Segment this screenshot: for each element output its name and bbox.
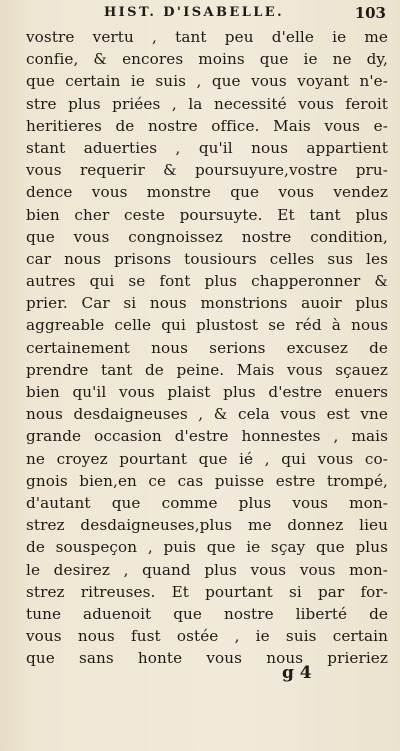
text-line: prier. Car si nous monstrions auoir plus — [26, 294, 388, 313]
running-title: HIST. D'ISABELLE. — [104, 5, 285, 20]
text-line: gnois bien,en ce cas puisse estre trompé, — [26, 471, 388, 490]
page-number: 103 — [354, 4, 386, 22]
signature-mark: g 4 — [282, 663, 312, 683]
text-line: que sans honte vous nous prieriez — [26, 649, 388, 668]
text-line: certainement nous serions excusez de — [26, 338, 388, 357]
text-line: grande occasion d'estre honnestes , mais — [26, 427, 388, 446]
text-line: autres qui se font plus chapperonner & — [26, 272, 388, 291]
text-line: vous requerir & poursuyure,vostre pru- — [26, 161, 388, 180]
text-line: bien qu'il vous plaist plus d'estre enuers — [26, 383, 388, 401]
text-line: heritieres de nostre office. Mais vous e- — [26, 116, 388, 135]
text-line: prendre tant de peine. Mais vous sçauez — [26, 360, 388, 379]
text-line: stant aduerties , qu'il nous appartient — [26, 138, 388, 157]
text-line: vostre vertu , tant peu d'elle ie me — [26, 28, 388, 46]
text-line: stre plus priées , la necessité vous feroit — [26, 94, 388, 113]
text-line: ne croyez pourtant que ié , qui vous co- — [26, 449, 388, 468]
text-line: strez desdaigneuses,plus me donnez lieu — [26, 516, 388, 535]
text-line: confie, & encores moins que ie ne dy, — [26, 50, 388, 69]
text-line: de souspeçon , puis que ie sçay que plus — [26, 538, 388, 557]
text-line: tune aduenoit que nostre liberté de — [26, 604, 388, 623]
page-header — [0, 4, 400, 24]
text-line: dence vous monstre que vous vendez — [26, 183, 388, 202]
text-line: que vous congnoissez nostre condition, — [26, 227, 388, 246]
body-text — [26, 26, 388, 669]
text-line: strez ritreuses. Et pourtant si par for- — [26, 582, 388, 601]
text-line: car nous prisons tousiours celles sus les — [26, 249, 388, 268]
text-line: vous nous fust ostée , ie suis certain — [26, 627, 388, 646]
text-line: bien cher ceste poursuyte. Et tant plus — [26, 205, 388, 224]
text-line: le desirez , quand plus vous vous mon- — [26, 560, 388, 579]
text-line: aggreable celle qui plustost se réd à nous — [26, 316, 388, 335]
text-line: d'autant que comme plus vous mon- — [26, 493, 388, 512]
text-line: que certain ie suis , que vous voyant n'e- — [26, 72, 388, 91]
text-line: nous desdaigneuses , & cela vous est vne — [26, 405, 388, 424]
